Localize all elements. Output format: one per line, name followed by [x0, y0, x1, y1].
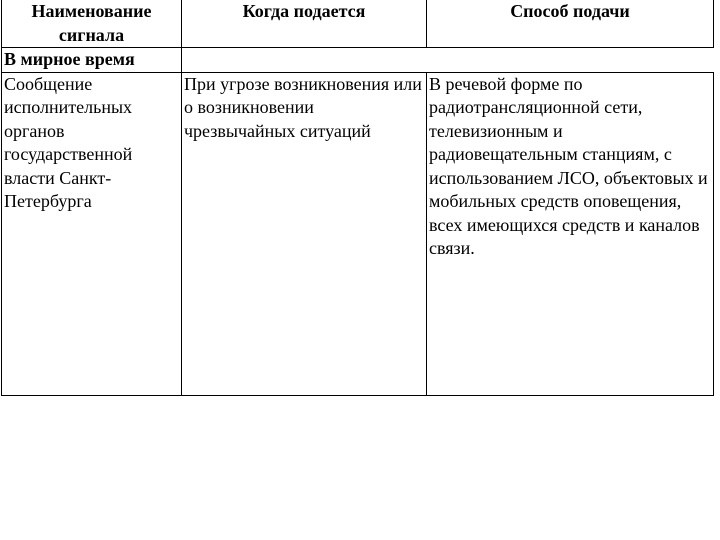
section-filler	[182, 48, 714, 73]
signals-table	[1, 0, 714, 396]
header-when: Когда подается	[182, 0, 427, 48]
header-method: Способ подачи	[427, 0, 714, 48]
header-signal-name: Наименование сигнала	[2, 0, 182, 48]
when-cell: При угрозе возникновения или о возникновении чрезвычайных ситуаций	[182, 72, 427, 395]
section-title: В мирное время	[2, 48, 182, 73]
method-cell: В речевой форме по радиотрансляционной сети, телевизионным и радиовещательным станциям, с использованием ЛСО, объектовых и мобильных средств оповещения, всех имеющихся средств и каналов связи.	[427, 72, 714, 395]
table-header-row	[2, 0, 714, 48]
signal-name-cell: Сообщение исполнительных органов государственной власти Санкт-Петербурга	[2, 72, 182, 395]
section-row	[2, 48, 714, 73]
table-row	[2, 72, 714, 395]
